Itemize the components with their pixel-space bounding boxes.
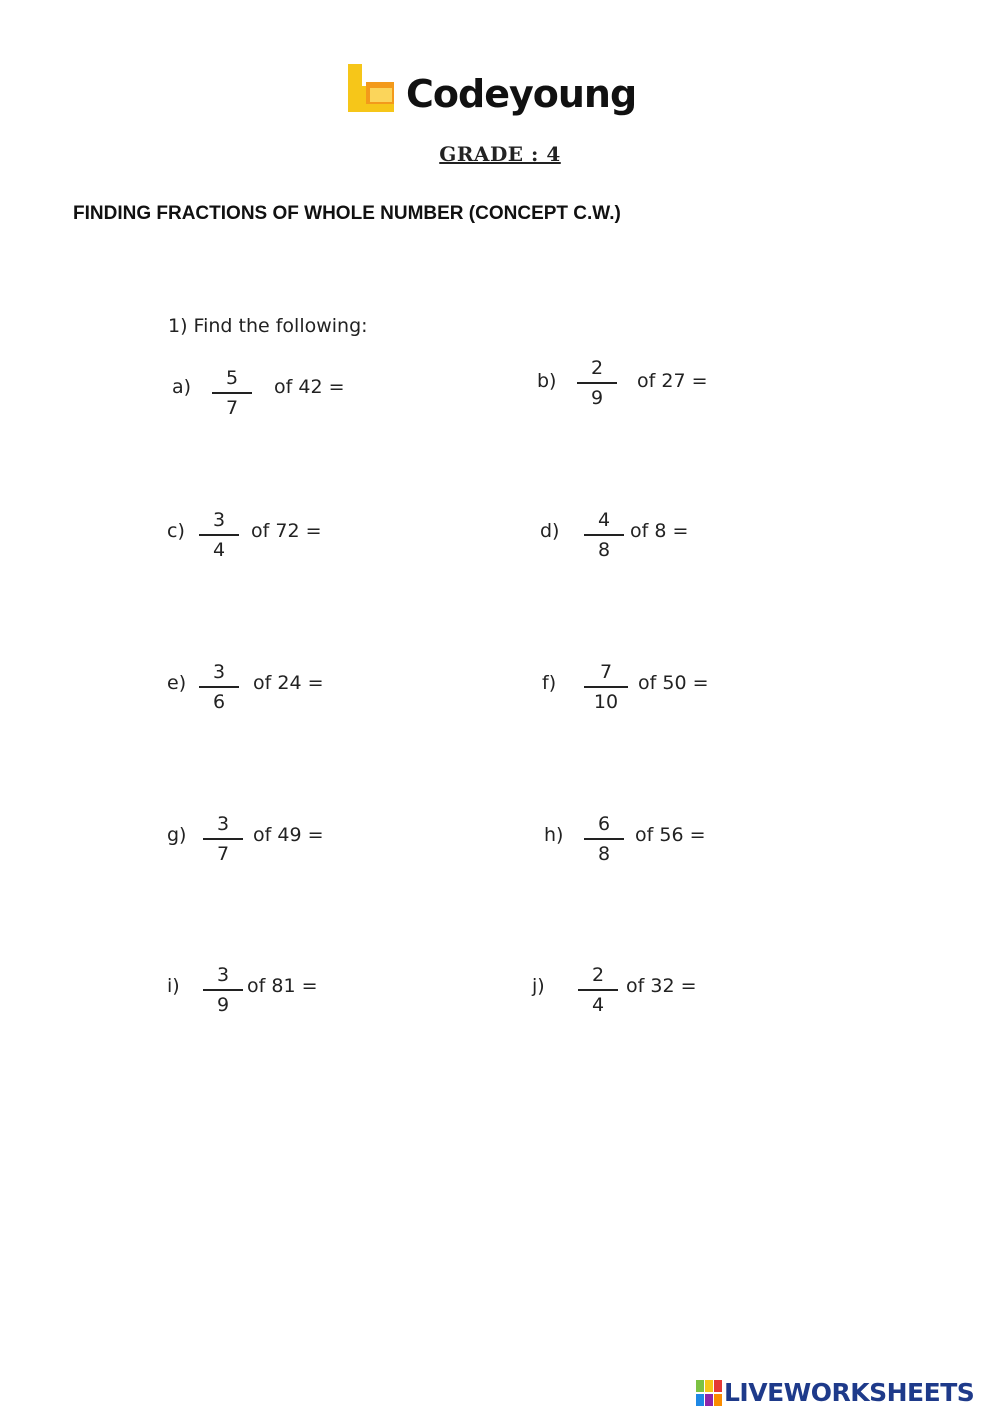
problem-e — [167, 660, 387, 740]
fraction — [578, 963, 618, 1017]
problem-i — [167, 963, 387, 1043]
fraction-numerator: 7 — [599, 661, 613, 683]
worksheet-title: FINDING FRACTIONS OF WHOLE NUMBER (CONCEPT C.W.) — [73, 203, 621, 224]
fraction-denominator: 7 — [216, 843, 230, 865]
instruction-text: 1) Find the following: — [168, 315, 368, 337]
fraction-bar — [584, 686, 628, 688]
fraction-denominator: 8 — [597, 843, 611, 865]
fraction — [203, 963, 243, 1017]
liveworksheets-footer — [696, 1376, 996, 1410]
fraction-bar — [577, 382, 617, 384]
problem-label: g) — [167, 824, 187, 846]
problem-c — [167, 508, 387, 588]
problem-label: h) — [544, 824, 564, 846]
fraction-bar — [203, 838, 243, 840]
fraction — [584, 660, 628, 714]
fraction-denominator: 9 — [216, 994, 230, 1016]
problem-g — [167, 812, 387, 892]
fraction-numerator: 3 — [212, 661, 226, 683]
problem-expression: of 24 = — [253, 672, 324, 694]
problem-d — [540, 508, 760, 588]
problem-expression: of 8 = — [630, 520, 689, 542]
problem-label: d) — [540, 520, 560, 542]
fraction-denominator: 10 — [593, 691, 619, 713]
problem-label: a) — [172, 376, 192, 398]
fraction-numerator: 2 — [591, 964, 605, 986]
fraction — [199, 508, 239, 562]
problem-label: j) — [532, 975, 545, 997]
fraction-numerator: 6 — [597, 813, 611, 835]
fraction — [577, 356, 617, 410]
fraction — [212, 366, 252, 420]
fraction-bar — [584, 534, 624, 536]
problem-expression: of 42 = — [274, 376, 345, 398]
problem-label: i) — [167, 975, 180, 997]
grade-heading: GRADE : 4 — [439, 142, 561, 166]
problem-j — [532, 963, 752, 1043]
problem-a — [172, 366, 392, 446]
fraction-numerator: 3 — [212, 509, 226, 531]
problem-expression: of 72 = — [251, 520, 322, 542]
fraction-numerator: 5 — [225, 367, 239, 389]
problem-label: b) — [537, 370, 557, 392]
problem-h — [544, 812, 764, 892]
fraction-bar — [199, 534, 239, 536]
fraction-bar — [199, 686, 239, 688]
fraction-denominator: 9 — [590, 387, 604, 409]
fraction-numerator: 3 — [216, 964, 230, 986]
problem-expression: of 27 = — [637, 370, 708, 392]
fraction — [203, 812, 243, 866]
fraction-numerator: 3 — [216, 813, 230, 835]
fraction-bar — [578, 989, 618, 991]
problem-expression: of 50 = — [638, 672, 709, 694]
fraction-denominator: 8 — [597, 539, 611, 561]
fraction-denominator: 7 — [225, 397, 239, 419]
liveworksheets-brand: LIVEWORKSHEETS — [724, 1378, 975, 1407]
problem-expression: of 81 = — [247, 975, 318, 997]
fraction-bar — [212, 392, 252, 394]
problem-expression: of 49 = — [253, 824, 324, 846]
codeyoung-logo — [344, 62, 664, 122]
problem-expression: of 32 = — [626, 975, 697, 997]
fraction-denominator: 4 — [212, 539, 226, 561]
problem-expression: of 56 = — [635, 824, 706, 846]
problem-label: c) — [167, 520, 185, 542]
fraction-bar — [584, 838, 624, 840]
fraction-numerator: 4 — [597, 509, 611, 531]
codeyoung-logo-icon — [344, 62, 400, 118]
fraction-bar — [203, 989, 243, 991]
fraction-numerator: 2 — [590, 357, 604, 379]
problem-label: e) — [167, 672, 187, 694]
problem-label: f) — [542, 672, 557, 694]
fraction-denominator: 6 — [212, 691, 226, 713]
fraction — [199, 660, 239, 714]
fraction — [584, 812, 624, 866]
problem-b — [537, 356, 757, 436]
problem-f — [542, 660, 762, 740]
fraction-denominator: 4 — [591, 994, 605, 1016]
liveworksheets-logo-icon — [696, 1380, 722, 1406]
brand-name: Codeyoung — [406, 72, 637, 116]
fraction — [584, 508, 624, 562]
